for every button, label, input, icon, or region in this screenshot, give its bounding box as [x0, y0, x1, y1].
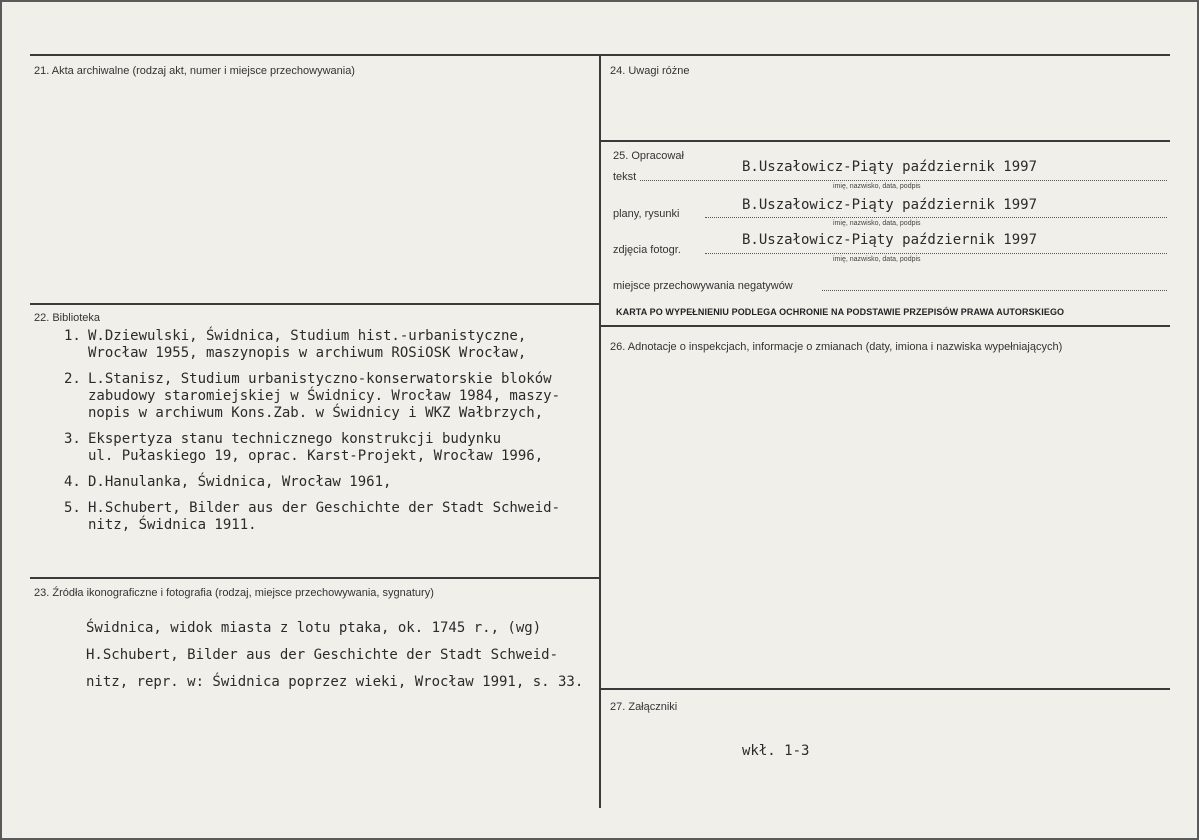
row-tekst-value: B.Uszałowicz-Piąty październik 1997 [742, 159, 1038, 175]
bib-line: W.Dziewulski, Świdnica, Studium hist.-urbanistyczne, [88, 328, 527, 344]
section-26-label: 26. Adnotacje o inspekcjach, informacje o zmianach (daty, imiona i nazwiska wypełniających) [610, 341, 1063, 353]
rule-23 [30, 577, 600, 579]
section-27-label: 27. Załączniki [610, 701, 678, 713]
bib-item-number: 3. [64, 431, 81, 447]
row-zdjecia-label: zdjęcia fotogr. [613, 244, 681, 256]
row-zdjecia-hint: imię, nazwisko, data, podpis [833, 256, 921, 263]
row-tekst-line [640, 180, 1167, 181]
bib-line: zabudowy staromiejskiej w Świdnicy. Wrocław 1984, maszy- [88, 388, 561, 404]
row-zdjecia-value: B.Uszałowicz-Piąty październik 1997 [742, 232, 1038, 248]
iconography-line: nitz, repr. w: Świdnica poprzez wieki, Wrocław 1991, s. 33. [86, 674, 584, 690]
center-divider [599, 54, 601, 808]
bib-line: D.Hanulanka, Świdnica, Wrocław 1961, [88, 474, 392, 490]
negatives-line [822, 290, 1167, 291]
iconography-line: Świdnica, widok miasta z lotu ptaka, ok. 1745 r., (wg) [86, 620, 542, 636]
section-23-label: 23. Źródła ikonograficzne i fotografia (rodzaj, miejsce przechowywania, sygnatury) [34, 587, 434, 599]
bib-item-2 [64, 371, 560, 422]
row-tekst-label: tekst [613, 171, 637, 183]
section-24-label: 24. Uwagi różne [610, 65, 690, 77]
row-plany-line [705, 217, 1167, 218]
rule-25 [600, 140, 1170, 142]
bib-item-3 [64, 431, 560, 465]
bib-line: nitz, Świdnica 1911. [88, 517, 257, 533]
row-plany-value: B.Uszałowicz-Piąty październik 1997 [742, 197, 1038, 213]
bib-item-4 [64, 474, 560, 491]
bib-item-number: 4. [64, 474, 81, 490]
rule-27 [600, 688, 1170, 690]
row-tekst-hint: imię, nazwisko, data, podpis [833, 183, 921, 190]
negatives-label: miejsce przechowywania negatywów [613, 280, 793, 292]
bib-line: H.Schubert, Bilder aus der Geschichte der Stadt Schweid- [88, 500, 561, 516]
bib-line: L.Stanisz, Studium urbanistyczno-konserwatorskie bloków [88, 371, 552, 387]
attachments-value: wkł. 1-3 [742, 743, 810, 759]
bib-line: ul. Pułaskiego 19, oprac. Karst-Projekt, Wrocław 1996, [88, 448, 544, 464]
row-plany-hint: imię, nazwisko, data, podpis [833, 220, 921, 227]
bibliography-list [64, 328, 560, 543]
rule-22 [30, 303, 600, 305]
rule-26-top [600, 325, 1170, 327]
row-zdjecia-line [705, 253, 1167, 254]
bib-item-1 [64, 328, 560, 362]
bib-item-number: 1. [64, 328, 81, 344]
row-plany-label: plany, rysunki [613, 208, 680, 220]
section-25-label: 25. Opracował [613, 150, 684, 162]
bib-line: Ekspertyza stanu technicznego konstrukcji budynku [88, 431, 502, 447]
bib-item-5 [64, 500, 560, 534]
copyright-notice: KARTA PO WYPEŁNIENIU PODLEGA OCHRONIE NA PODSTAWIE PRZEPISÓW PRAWA AUTORSKIEGO [616, 307, 1065, 317]
iconography-text [86, 620, 583, 701]
section-22-label: 22. Biblioteka [34, 312, 101, 324]
bib-item-number: 5. [64, 500, 81, 516]
iconography-line: H.Schubert, Bilder aus der Geschichte der Stadt Schweid- [86, 647, 559, 663]
bib-line: Wrocław 1955, maszynopis w archiwum ROSiOSK Wrocław, [88, 345, 527, 361]
bib-line: nopis w archiwum Kons.Zab. w Świdnicy i WKZ Wałbrzych, [88, 405, 544, 421]
bib-item-number: 2. [64, 371, 81, 387]
section-21-label: 21. Akta archiwalne (rodzaj akt, numer i miejsce przechowywania) [34, 65, 355, 77]
